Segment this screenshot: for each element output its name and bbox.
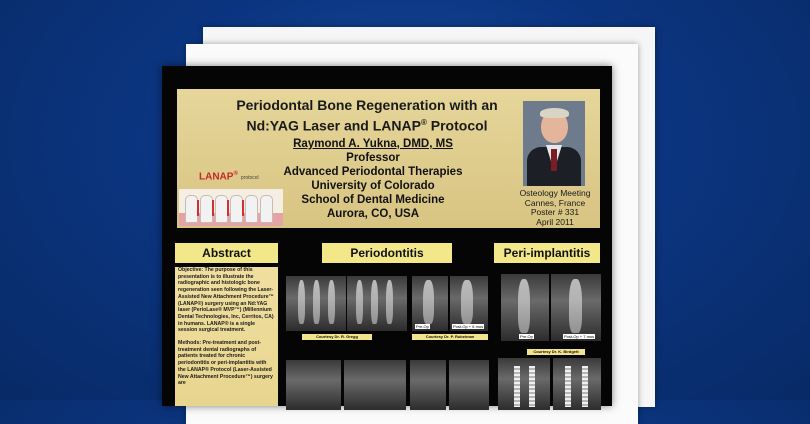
xray-image [412,276,448,331]
meeting-city: Cannes, France [524,197,586,208]
courtesy-caption: Courtesy Dr. R. Gregg [302,334,372,340]
abstract-heading: Abstract [175,243,278,263]
author-name: Raymond A. Yukna, DMD, MS [293,138,453,150]
abstract-methods: Methods: Pre-treatment and post-treatment dental radiographs of patients treated for chronic periodontitis or peri-implantitis with the LANAP® Protocol (Laser-Assisted New Attachment Procedure™) surgery are [178,340,273,387]
xray-image [553,358,601,410]
xray-image [286,276,346,331]
author-block [273,137,473,221]
xray-image [449,360,489,410]
periodontitis-heading: Periodontitis [322,243,452,263]
author-school: School of Dental Medicine [301,194,445,206]
courtesy-caption: Courtesy Dr. K. Birdgett [527,349,585,355]
courtesy-caption: Courtesy Dr. P. Rubelman [412,334,488,340]
author-role: Professor [346,152,400,164]
xray-image [450,276,488,331]
xray-label-pre-op: Pre-Op [520,334,533,339]
meeting-name: Osteology Meeting [519,188,591,198]
author-photo [523,101,585,186]
laser-fiber-illustration [227,200,229,216]
periimplantitis-heading: Peri-implantitis [494,243,600,263]
poster-header [177,89,600,228]
xray-image [501,274,549,341]
xray-image [410,360,446,410]
xray-label-post-op: Post-Op + 7 mos [564,334,595,339]
xray-image [286,360,341,410]
abstract-objective: Objective: The purpose of this presentation is to illustrate the radiographic and histologic bone regeneration seen following the Laser-Assisted New Attachment Procedure™ (LANAP®) surgery using an Nd:YAG laser (PerioLase® MVP™) (Millennium Dental Technologies, Inc, Cerritos, CA) in humans. LANAP® is a single session surgical treatment. [178,267,274,334]
poster-title [217,97,517,135]
meeting-date: April 2011 [536,216,574,227]
title-line-2: Nd:YAG Laser and LANAP® Protocol [246,117,488,134]
tooth-illustration [245,195,258,223]
xray-label-post-op: Post-Op + 6 mos [453,324,484,329]
lanap-procedure-illustration [179,189,283,226]
author-department: Advanced Periodontal Therapies [283,166,463,178]
xray-image [344,360,406,410]
laser-fiber-illustration [212,200,214,216]
meeting-info [517,189,593,227]
tooth-illustration [260,195,273,223]
laser-fiber-illustration [242,200,244,216]
laser-fiber-illustration [197,200,199,216]
meeting-poster-number: Poster # 331 [530,207,580,217]
abstract-text [175,267,278,406]
xray-image [347,276,407,331]
author-university: University of Colorado [311,180,435,192]
poster-preview[interactable] [162,66,612,406]
xray-label-pre-op: Pre-Op [416,324,429,329]
xray-image [498,358,550,410]
title-line-1: Periodontal Bone Regeneration with an [236,97,498,113]
xray-image [551,274,601,341]
lanap-logo-text: LANAP®protocol [199,171,259,183]
author-location: Aurora, CO, USA [326,208,419,220]
